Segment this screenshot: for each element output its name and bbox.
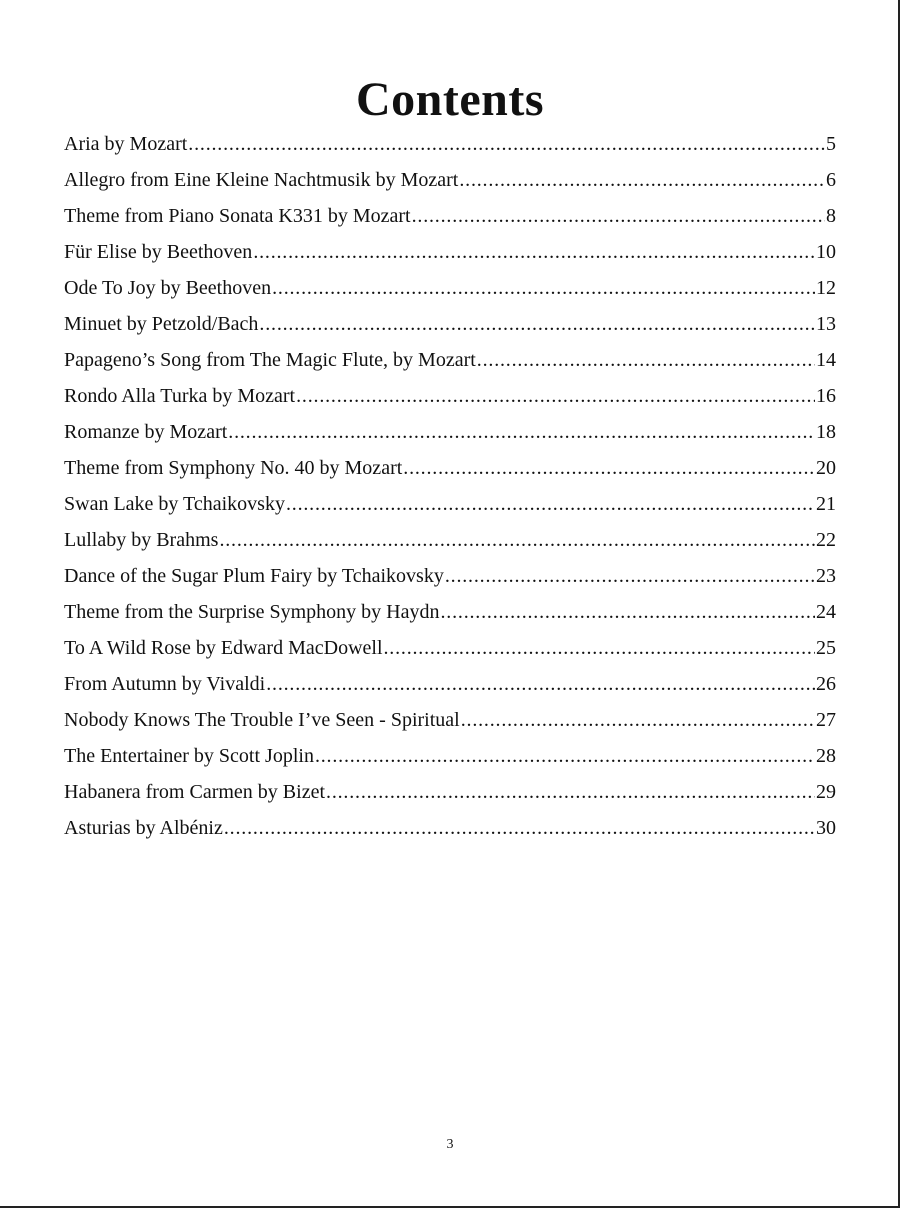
toc-entry-title: The Entertainer by Scott Joplin [64,745,314,767]
toc-entry-page: 28 [816,745,836,767]
dot-leader [461,702,815,738]
toc-entry-page: 25 [816,637,836,659]
toc-entry-title: Rondo Alla Turka by Mozart [64,385,296,407]
toc-entry-page: 14 [816,349,836,371]
dot-leader [326,774,815,810]
toc-entry[interactable] [64,270,836,306]
page-number: 3 [446,1137,454,1152]
toc-entry-title: Allegro from Eine Kleine Nachtmusik by Mozart [64,169,459,191]
toc-entry[interactable] [64,342,836,378]
dot-leader [188,126,825,162]
toc-entry[interactable] [64,306,836,342]
toc-entry-title: Aria by Mozart [64,133,188,155]
page-title: Contents [355,73,544,127]
toc-entry-page: 29 [816,781,836,803]
toc-entry-title: Für Elise by Beethoven [64,241,253,263]
toc-entry-page: 5 [826,133,836,155]
toc-entry-title: Theme from Symphony No. 40 by Mozart [64,457,403,479]
toc-entry[interactable] [64,774,836,810]
toc-entry-page: 21 [816,493,836,515]
toc-entry-page: 18 [816,421,836,443]
toc-entry[interactable] [64,414,836,450]
dot-leader [272,270,815,306]
dot-leader [459,162,825,198]
toc-entry-title: Swan Lake by Tchaikovsky [64,493,285,515]
dot-leader [286,486,815,522]
dot-leader [403,450,815,486]
dot-leader [259,306,815,342]
toc-entry-page: 22 [816,529,836,551]
dot-leader [224,810,815,846]
toc-entry-title: Ode To Joy by Beethoven [64,277,272,299]
toc-entry-title: From Autumn by Vivaldi [64,673,266,695]
dot-leader [477,342,815,378]
toc-entry[interactable] [64,162,836,198]
dot-leader [384,630,816,666]
toc-entry-page: 24 [816,601,836,623]
toc-entry-title: Habanera from Carmen by Bizet [64,781,326,803]
toc-entry-title: Lullaby by Brahms [64,529,219,551]
toc-entry[interactable] [64,198,836,234]
toc-entry-page: 30 [816,817,836,839]
toc-entry[interactable] [64,558,836,594]
toc-entry[interactable] [64,810,836,846]
dot-leader [296,378,815,414]
toc-entry-page: 6 [826,169,836,191]
toc-entry-title: Asturias by Albéniz [64,817,223,839]
toc-entry[interactable] [64,378,836,414]
toc-entry-page: 16 [816,385,836,407]
toc-entry-title: Papageno’s Song from The Magic Flute, by Mozart [64,349,476,371]
table-of-contents [64,126,836,846]
dot-leader [266,666,815,702]
dot-leader [315,738,815,774]
toc-entry-page: 10 [816,241,836,263]
toc-entry[interactable] [64,666,836,702]
dot-leader [219,522,815,558]
dot-leader [253,234,815,270]
toc-entry-page: 26 [816,673,836,695]
dot-leader [228,414,815,450]
dot-leader [412,198,825,234]
toc-entry-title: Minuet by Petzold/Bach [64,313,259,335]
toc-entry-page: 8 [826,205,836,227]
toc-entry[interactable] [64,630,836,666]
toc-entry[interactable] [64,450,836,486]
toc-entry-title: Theme from the Surprise Symphony by Haydn [64,601,440,623]
toc-entry[interactable] [64,594,836,630]
toc-entry[interactable] [64,486,836,522]
toc-entry-title: Nobody Knows The Trouble I’ve Seen - Spiritual [64,709,460,731]
toc-entry-title: Dance of the Sugar Plum Fairy by Tchaikovsky [64,565,444,587]
toc-entry[interactable] [64,522,836,558]
toc-entry-page: 23 [816,565,836,587]
toc-entry-page: 27 [816,709,836,731]
toc-entry[interactable] [64,234,836,270]
toc-entry-title: Theme from Piano Sonata K331 by Mozart [64,205,411,227]
toc-entry[interactable] [64,702,836,738]
dot-leader [445,558,815,594]
toc-entry-title: Romanze by Mozart [64,421,228,443]
toc-entry-title: To A Wild Rose by Edward MacDowell [64,637,383,659]
toc-entry-page: 20 [816,457,836,479]
toc-entry-page: 12 [816,277,836,299]
toc-entry[interactable] [64,738,836,774]
toc-entry-page: 13 [816,313,836,335]
dot-leader [441,594,816,630]
toc-entry[interactable] [64,126,836,162]
